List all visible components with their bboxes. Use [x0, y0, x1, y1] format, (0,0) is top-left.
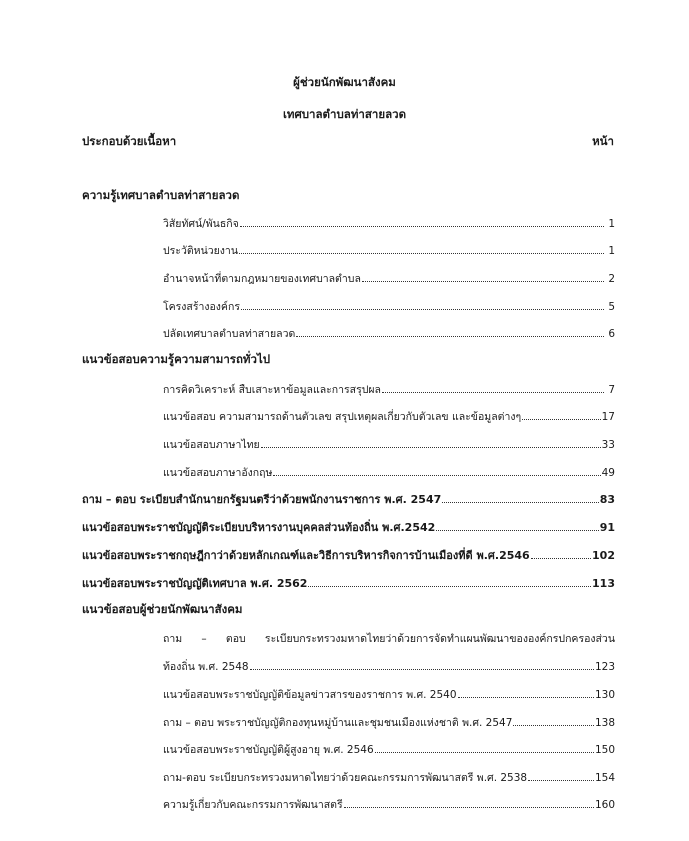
toc-entry[interactable] — [163, 796, 615, 813]
toc-entry-title: แนวข้อสอบพระราชกฤษฎีกาว่าด้วยหลักเกณฑ์และวิธีการบริหารกิจการบ้านเมืองที่ดี พ.ศ.2546 — [82, 549, 530, 562]
toc-main-entry[interactable] — [82, 546, 615, 564]
toc-entry-title: ถาม-ตอบ ระเบียบกระทรวงมหาดไทยว่าด้วยคณะกรรมการพัฒนาสตรี พ.ศ. 2538 — [163, 772, 528, 784]
leader-dots — [362, 272, 604, 282]
toc-entry-page: 102 — [592, 549, 615, 562]
leader-dots — [528, 771, 594, 781]
section-heading: แนวข้อสอบความรู้ความสามารถทั่วไป — [82, 352, 271, 366]
leader-dots — [240, 217, 604, 227]
toc-entry[interactable] — [163, 436, 615, 453]
leader-dots — [241, 300, 604, 310]
toc-entry-page: 91 — [599, 521, 615, 534]
toc-entry-page: 138 — [594, 717, 615, 729]
toc-entry[interactable] — [163, 381, 615, 398]
leader-dots — [531, 549, 591, 559]
contents-header: ประกอบด้วยเนื้อหา — [82, 134, 177, 148]
toc-entry-page: 5 — [608, 301, 615, 313]
toc-entry-page: 83 — [599, 493, 615, 506]
leader-dots — [442, 493, 598, 503]
leader-dots — [296, 327, 604, 337]
toc-entry-title: ถาม – ตอบ พระราชบัญญัติกองทุนหมู่บ้านและชุมชนเมืองแห่งชาติ พ.ศ. 2547 — [163, 717, 513, 729]
toc-entry[interactable] — [163, 242, 615, 259]
toc-entry-title: แนวข้อสอบพระราชบัญญัติเทศบาล พ.ศ. 2562 — [82, 577, 308, 590]
toc-entry[interactable] — [163, 769, 615, 786]
leader-dots — [239, 244, 604, 254]
toc-entry-page: 1 — [608, 218, 615, 230]
toc-entry-title: ประวัติหน่วยงาน — [163, 245, 239, 257]
page-column-header: หน้า — [592, 134, 614, 148]
leader-dots — [250, 660, 594, 670]
leader-dots — [344, 798, 594, 808]
leader-dots — [513, 716, 594, 726]
document-title: ผู้ช่วยนักพัฒนาสังคม — [293, 75, 396, 89]
toc-entry[interactable] — [163, 464, 615, 481]
toc-entry[interactable] — [163, 270, 615, 287]
toc-entry-title: โครงสร้างองค์กร — [163, 301, 240, 313]
toc-entry-title: แนวข้อสอบพระราชบัญญัติข้อมูลข่าวสารของราชการ พ.ศ. 2540 — [163, 689, 457, 701]
toc-entry[interactable] — [163, 741, 615, 758]
leader-dots — [261, 438, 601, 448]
toc-entry-title: ความรู้เกี่ยวกับคณะกรรมการพัฒนาสตรี — [163, 799, 343, 811]
toc-entry-page: 160 — [594, 799, 615, 811]
section-heading: แนวข้อสอบผู้ช่วยนักพัฒนาสังคม — [82, 602, 243, 616]
document-subtitle: เทศบาลตำบลท่าสายลวด — [282, 107, 407, 121]
toc-entry[interactable] — [163, 408, 615, 425]
toc-entry-page: 154 — [594, 772, 615, 784]
toc-entry-title: ถาม – ตอบ ระเบียบสำนักนายกรัฐมนตรีว่าด้วยพนักงานราชการ พ.ศ. 2547 — [82, 493, 442, 506]
toc-entry-title: แนวข้อสอบพระราชบัญญัติระเบียบบริหารงานบุคคลส่วนท้องถิ่น พ.ศ.2542 — [82, 521, 436, 534]
toc-entry-page: 1 — [608, 245, 615, 257]
toc-entry-title: ปลัดเทศบาลตำบลท่าสายลวด — [163, 328, 296, 340]
toc-entry-page: 7 — [608, 384, 615, 396]
toc-entry-page: 6 — [608, 328, 615, 340]
toc-entry-page: 33 — [601, 439, 615, 451]
toc-entry-page: 130 — [594, 689, 615, 701]
toc-main-entry[interactable] — [82, 490, 615, 508]
toc-entry[interactable] — [163, 215, 615, 232]
toc-entry-page: 49 — [601, 467, 615, 479]
leader-dots — [375, 743, 594, 753]
toc-entry[interactable] — [163, 325, 615, 342]
toc-entry-title: การคิดวิเคราะห์ สืบเสาะหาข้อมูลและการสรุปผล — [163, 384, 381, 396]
toc-entry-page: 113 — [592, 577, 615, 590]
toc-entry-title: วิสัยทัศน์/พันธกิจ — [163, 218, 239, 230]
toc-entry[interactable] — [163, 298, 615, 315]
toc-entry-title: แนวข้อสอบพระราชบัญญัติผู้สูงอายุ พ.ศ. 2546 — [163, 744, 374, 756]
toc-entry[interactable] — [163, 686, 615, 703]
toc-entry-title: แนวข้อสอบ ความสามารถด้านตัวเลข สรุปเหตุผลเกี่ยวกับตัวเลข และข้อมูลต่างๆ — [163, 411, 522, 423]
leader-dots — [273, 466, 600, 476]
toc-main-entry[interactable] — [82, 574, 615, 592]
leader-dots — [436, 521, 598, 531]
toc-entry-wrapped-line[interactable]: ถาม – ตอบ ระเบียบกระทรวงมหาดไทยว่าด้วยการจัดทำแผนพัฒนาขององค์กรปกครองส่วน — [163, 633, 615, 645]
toc-entry-title: แนวข้อสอบภาษาไทย — [163, 439, 260, 451]
leader-dots — [458, 688, 594, 698]
toc-entry-page: 2 — [608, 273, 615, 285]
toc-entry-page: 17 — [601, 411, 615, 423]
section-heading: ความรู้เทศบาลตำบลท่าสายลวด — [82, 188, 240, 202]
leader-dots — [522, 410, 601, 420]
toc-entry-page: 123 — [594, 661, 615, 673]
leader-dots — [308, 577, 591, 587]
toc-entry-page: 150 — [594, 744, 615, 756]
toc-entry-title: อำนาจหน้าที่ตามกฎหมายของเทศบาลตำบล — [163, 273, 361, 285]
toc-entry[interactable] — [163, 658, 615, 675]
toc-entry-title: ท้องถิ่น พ.ศ. 2548 — [163, 661, 249, 673]
toc-entry[interactable] — [163, 714, 615, 731]
toc-main-entry[interactable] — [82, 518, 615, 536]
leader-dots — [382, 383, 604, 393]
toc-entry-title: แนวข้อสอบภาษาอังกฤษ — [163, 467, 273, 479]
